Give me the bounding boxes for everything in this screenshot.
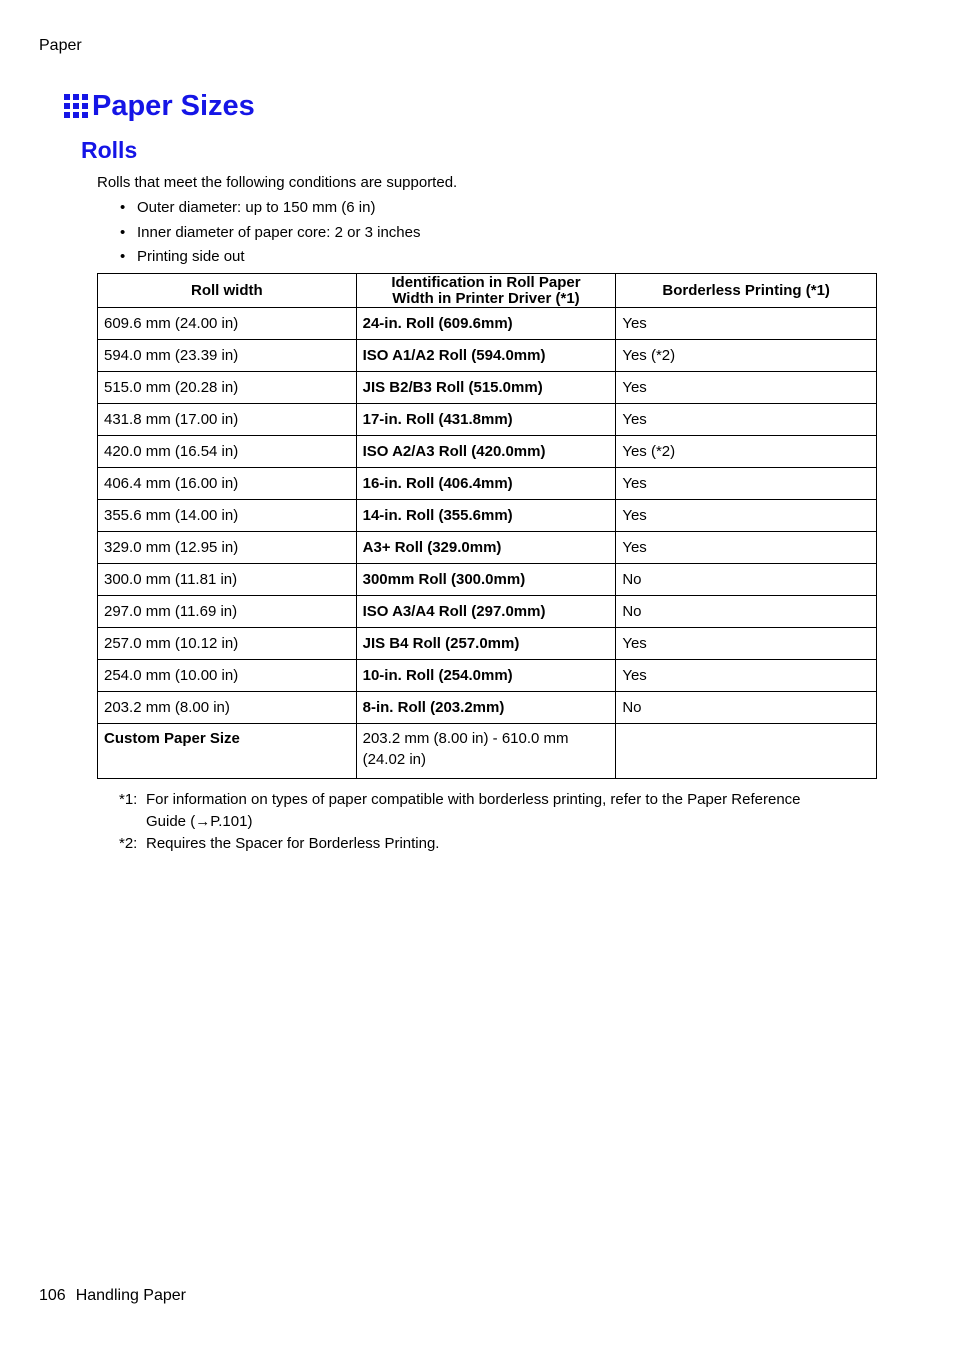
cell-roll-width: 515.0 mm (20.28 in)	[98, 372, 357, 404]
cell-borderless: Yes	[616, 468, 877, 500]
conditions-list	[120, 199, 421, 273]
cell-identification: JIS B2/B3 Roll (515.0mm)	[356, 372, 616, 404]
cell-borderless: Yes	[616, 372, 877, 404]
table-row	[98, 372, 877, 404]
header-identification-line2: Width in Printer Driver (*1)	[392, 289, 580, 307]
cell-borderless: No	[616, 564, 877, 596]
cell-identification: 300mm Roll (300.0mm)	[356, 564, 616, 596]
cell-borderless: Yes	[616, 660, 877, 692]
footnote-mark: *1:	[119, 791, 138, 808]
footnote-text: Requires the Spacer for Borderless Printing.	[146, 835, 440, 852]
table-row	[98, 308, 877, 340]
section-title: Rolls	[81, 137, 138, 163]
header-identification	[356, 274, 616, 308]
table-row	[98, 692, 877, 724]
condition-text: Outer diameter: up to 150 mm (6 in)	[137, 199, 376, 216]
cell-roll-width: 594.0 mm (23.39 in)	[98, 340, 357, 372]
cell-borderless: Yes	[616, 532, 877, 564]
table-row	[98, 596, 877, 628]
table-row	[98, 628, 877, 660]
cell-roll-width: 329.0 mm (12.95 in)	[98, 532, 357, 564]
cell-identification: ISO A1/A2 Roll (594.0mm)	[356, 340, 616, 372]
condition-text: Inner diameter of paper core: 2 or 3 inches	[137, 223, 421, 241]
cell-roll-width: 431.8 mm (17.00 in)	[98, 404, 357, 436]
cell-roll-width: 355.6 mm (14.00 in)	[98, 500, 357, 532]
header-roll-width: Roll width	[98, 274, 357, 308]
cell-roll-width: 203.2 mm (8.00 in)	[98, 692, 357, 724]
cell-borderless: Yes	[616, 500, 877, 532]
custom-range-line: 203.2 mm (8.00 in) - 610.0 mm	[362, 730, 569, 747]
cell-borderless: Yes	[616, 628, 877, 660]
chapter-name: Handling Paper	[75, 1287, 186, 1304]
footnote	[119, 789, 879, 833]
cell-roll-width: 297.0 mm (11.69 in)	[98, 596, 357, 628]
header-identification-line1: Identification in Roll Paper	[391, 273, 581, 291]
cell-identification: JIS B4 Roll (257.0mm)	[356, 628, 616, 660]
cell-identification: 24-in. Roll (609.6mm)	[356, 308, 616, 340]
table-row	[98, 564, 877, 596]
title-row	[64, 88, 255, 124]
custom-range-line: (24.02 in)	[362, 751, 426, 768]
cell-borderless: No	[616, 692, 877, 724]
table-row	[98, 500, 877, 532]
cell-roll-width: 406.4 mm (16.00 in)	[98, 468, 357, 500]
footnote	[119, 833, 879, 855]
cell-identification: 10-in. Roll (254.0mm)	[356, 660, 616, 692]
cell-custom-label: Custom Paper Size	[98, 724, 357, 779]
cell-borderless: Yes	[616, 308, 877, 340]
cell-roll-width: 257.0 mm (10.12 in)	[98, 628, 357, 660]
table-row	[98, 468, 877, 500]
list-item: • Printing side out	[120, 248, 421, 273]
table-row-custom	[98, 724, 877, 779]
page-title: Paper Sizes	[92, 90, 255, 122]
cell-roll-width: 254.0 mm (10.00 in)	[98, 660, 357, 692]
cell-identification: ISO A3/A4 Roll (297.0mm)	[356, 596, 616, 628]
intro-text: Rolls that meet the following conditions are supported.	[97, 174, 458, 191]
footnote-line: For information on types of paper compatible with borderless printing, refer to the Paper Reference	[146, 791, 801, 808]
cell-roll-width: 420.0 mm (16.54 in)	[98, 436, 357, 468]
footnote-line: Guide (→P.101)	[146, 813, 253, 830]
cell-identification: ISO A2/A3 Roll (420.0mm)	[356, 436, 616, 468]
table-row	[98, 404, 877, 436]
page-number: 106	[39, 1287, 66, 1304]
footnote-mark: *2:	[119, 835, 138, 852]
table-row	[98, 340, 877, 372]
running-header: Paper	[39, 37, 82, 54]
cell-borderless: Yes	[616, 404, 877, 436]
table-row	[98, 532, 877, 564]
cell-roll-width: 609.6 mm (24.00 in)	[98, 308, 357, 340]
footnote-text	[146, 789, 879, 833]
cell-identification: 16-in. Roll (406.4mm)	[356, 468, 616, 500]
cell-identification: 8-in. Roll (203.2mm)	[356, 692, 616, 724]
header-borderless: Borderless Printing (*1)	[616, 274, 877, 308]
cell-identification: A3+ Roll (329.0mm)	[356, 532, 616, 564]
grid-icon	[64, 94, 88, 118]
cell-roll-width: 300.0 mm (11.81 in)	[98, 564, 357, 596]
footnotes	[119, 789, 879, 855]
cell-custom-borderless	[616, 724, 877, 779]
cell-borderless: No	[616, 596, 877, 628]
table-body	[98, 308, 877, 779]
list-item: • Inner diameter of paper core: 2 or 3 inches	[120, 224, 421, 249]
table-row	[98, 660, 877, 692]
page-footer	[39, 1287, 186, 1305]
table-row	[98, 436, 877, 468]
cell-identification: 14-in. Roll (355.6mm)	[356, 500, 616, 532]
cell-identification: 17-in. Roll (431.8mm)	[356, 404, 616, 436]
list-item: • Outer diameter: up to 150 mm (6 in)	[120, 199, 421, 224]
cell-borderless: Yes (*2)	[616, 436, 877, 468]
cell-borderless: Yes (*2)	[616, 340, 877, 372]
condition-text: Printing side out	[137, 248, 245, 265]
roll-sizes-table	[97, 273, 877, 779]
cell-custom-range	[356, 724, 616, 779]
table-header-row	[98, 274, 877, 308]
